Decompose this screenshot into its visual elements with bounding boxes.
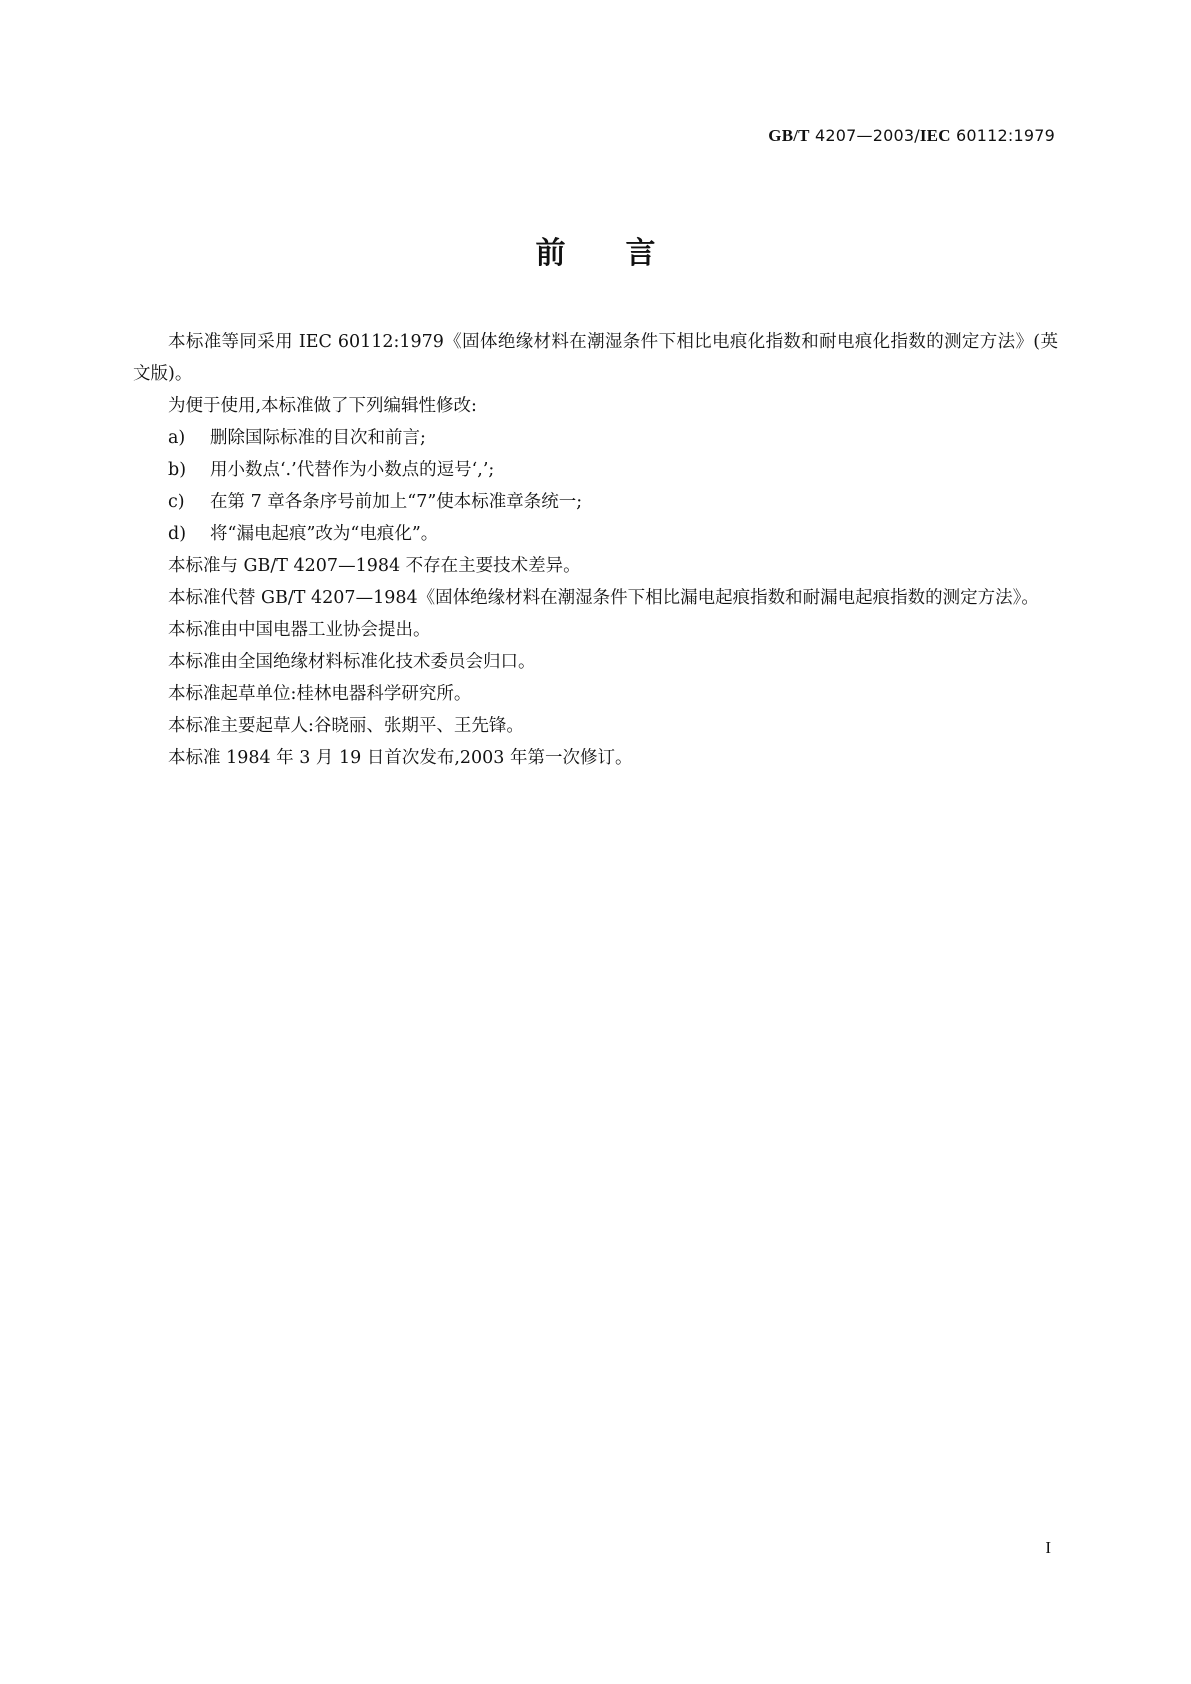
standard-code-header bbox=[768, 126, 1055, 146]
list-item bbox=[133, 422, 1058, 454]
list-item bbox=[133, 518, 1058, 550]
paragraph-centralized-by: 本标准由全国绝缘材料标准化技术委员会归口。 bbox=[168, 652, 536, 672]
list-item-text: 将“漏电起痕”改为“电痕化”。 bbox=[210, 524, 439, 544]
list-item-marker: d) bbox=[168, 524, 187, 544]
paragraph-history: 本标准 1984 年 3 月 19 日首次发布,2003 年第一次修订。 bbox=[168, 748, 633, 768]
paragraph-no-differences: 本标准与 GB/T 4207—1984 不存在主要技术差异。 bbox=[168, 556, 581, 576]
paragraph-drafters: 本标准主要起草人:谷晓丽、张期平、王先锋。 bbox=[168, 716, 524, 736]
list-item-text: 删除国际标准的目次和前言; bbox=[210, 428, 426, 448]
header-code-number: 4207—2003/ bbox=[809, 126, 920, 145]
page-number: I bbox=[1045, 1538, 1051, 1557]
list-item-marker: a) bbox=[168, 428, 186, 448]
paragraph-modifications-intro: 为便于使用,本标准做了下列编辑性修改: bbox=[168, 396, 477, 416]
list-item-marker: b) bbox=[168, 460, 187, 480]
list-item bbox=[133, 454, 1058, 486]
header-iec-number: 60112:1979 bbox=[950, 126, 1055, 145]
paragraph-proposed-by: 本标准由中国电器工业协会提出。 bbox=[168, 620, 431, 640]
paragraph-drafting-unit: 本标准起草单位:桂林电器科学研究所。 bbox=[168, 684, 472, 704]
list-item-text: 用小数点‘.’代替作为小数点的逗号‘,’; bbox=[210, 460, 495, 480]
paragraph-adoption: 本标准等同采用 IEC 60112:1979《固体绝缘材料在潮湿条件下相比电痕化指数和耐电痕化指数的测定方法》(英文版)。 bbox=[133, 332, 1058, 384]
page-title: 前言 bbox=[535, 236, 716, 271]
list-item-text: 在第 7 章各条序号前加上“7”使本标准章条统一; bbox=[210, 492, 583, 512]
preface-body bbox=[133, 326, 1058, 774]
list-item-marker: c) bbox=[168, 492, 185, 512]
header-iec-prefix: IEC bbox=[919, 126, 951, 145]
list-item bbox=[133, 486, 1058, 518]
paragraph-replaces: 本标准代替 GB/T 4207—1984《固体绝缘材料在潮湿条件下相比漏电起痕指数和耐漏电起痕指数的测定方法》。 bbox=[168, 588, 1039, 608]
header-code-prefix: GB/T bbox=[768, 126, 810, 145]
